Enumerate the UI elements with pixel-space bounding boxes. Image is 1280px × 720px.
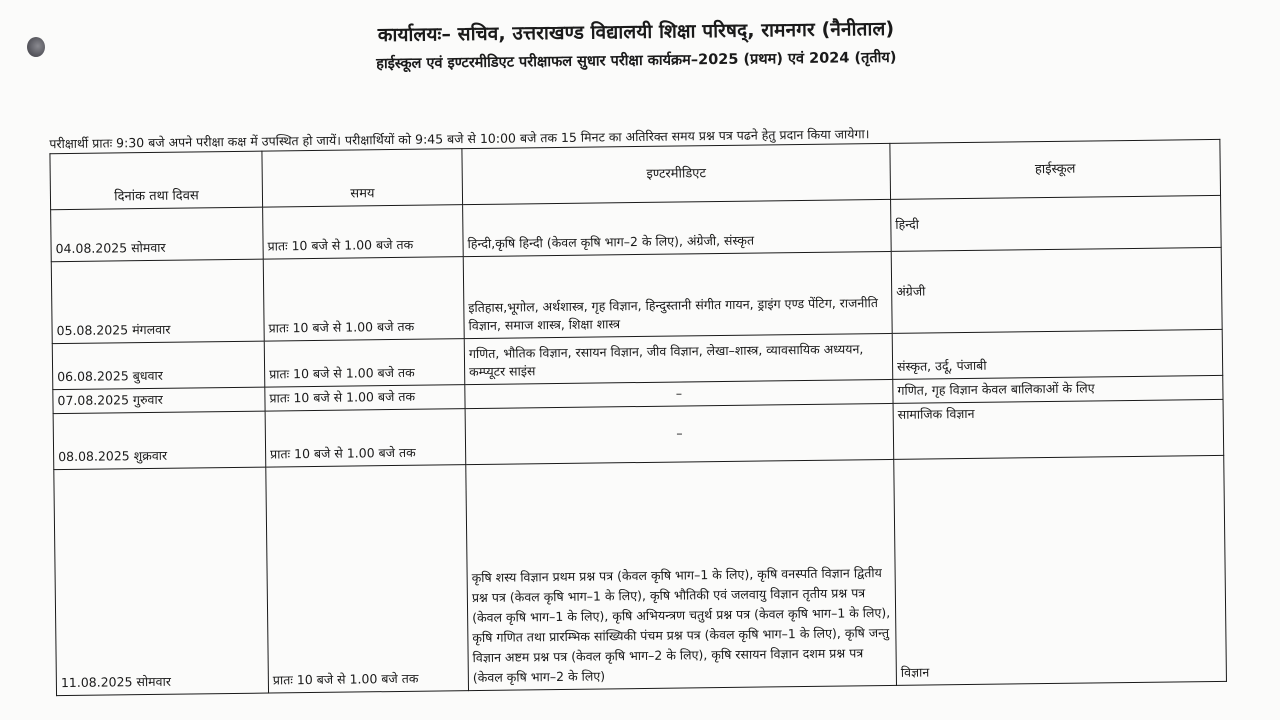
row-intermediate: गणित, भौतिक विज्ञान, रसायन विज्ञान, जीव विज्ञान, लेखा–शास्त्र, व्यावसायिक अध्ययन, कम्प्यूटर साइंस xyxy=(464,333,893,384)
row-highschool: अंग्रेजी xyxy=(891,247,1222,333)
row-intermediate: – xyxy=(465,403,894,464)
row-intermediate: इतिहास,भूगोल, अर्थशास्त्र, गृह विज्ञान, हिन्दुस्तानी संगीत गायन, ड्राइंग एण्ड पेंटिग, राजनीति विज्ञान, समाज शास्त्र, शिक्षा शास्त्र xyxy=(463,251,892,338)
row-intermediate: हिन्दी,कृषि हिन्दी (केवल कृषि भाग–2 के लिए), अंग्रेजी, संस्कृत xyxy=(463,199,892,256)
header-date: दिनांक तथा दिवस xyxy=(50,151,263,210)
exam-schedule-table xyxy=(49,139,1227,696)
row-date: 06.08.2025 बुधवार xyxy=(52,341,265,390)
table-row xyxy=(54,455,1227,695)
row-date: 07.08.2025 गुरुवार xyxy=(53,387,265,414)
row-highschool: हिन्दी xyxy=(891,195,1222,251)
row-date: 11.08.2025 सोमवार xyxy=(54,467,269,696)
exam-programme-subtitle: हाईस्कूल एवं इण्टरमीडिएट परीक्षाफल सुधार परीक्षा कार्यक्रम–2025 (प्रथम) एवं 2024 (तृतीय) xyxy=(376,49,897,73)
row-date: 05.08.2025 मंगलवार xyxy=(51,259,264,344)
row-time: प्रातः 10 बजे से 1.00 बजे तक xyxy=(265,385,465,411)
office-title: कार्यालयः– सचिव, उत्तराखण्ड विद्यालयी शिक्षा परिषद्, रामनगर (नैनीताल) xyxy=(377,17,895,47)
row-time: प्रातः 10 बजे से 1.00 बजे तक xyxy=(265,409,466,467)
row-time: प्रातः 10 बजे से 1.00 बजे तक xyxy=(263,205,464,259)
row-highschool: विज्ञान xyxy=(894,455,1227,685)
header-highschool: हाईस्कूल xyxy=(890,139,1221,199)
reporting-time-note: परीक्षार्थी प्रातः 9:30 बजे अपने परीक्षा कक्ष में उपस्थित हो जायें। परीक्षार्थियों को 9:45 बजे से 10:00 बजे तक 15 मिनट का अतिरिक्त समय प्रश्न पत्र पढने हेतु प्रदान किया जायेगा। xyxy=(49,126,870,152)
row-highschool: सामाजिक विज्ञान xyxy=(893,399,1224,459)
row-date: 04.08.2025 सोमवार xyxy=(51,207,264,262)
row-date: 08.08.2025 शुक्रवार xyxy=(53,411,266,470)
row-time: प्रातः 10 बजे से 1.00 बजे तक xyxy=(266,465,469,693)
row-time: प्रातः 10 बजे से 1.00 बजे तक xyxy=(263,257,464,341)
table-row xyxy=(51,247,1222,343)
header-intermediate: इण्टरमीडिएट xyxy=(462,143,891,204)
row-intermediate: – xyxy=(465,379,893,408)
row-highschool: संस्कृत, उर्दू, पंजाबी xyxy=(892,329,1223,379)
header-time: समय xyxy=(262,149,463,207)
row-time: प्रातः 10 बजे से 1.00 बजे तक xyxy=(264,339,465,387)
row-highschool: गणित, गृह विज्ञान केवल बालिकाओं के लिए xyxy=(893,375,1223,403)
row-intermediate: कृषि शस्य विज्ञान प्रथम प्रश्न पत्र (केवल कृषि भाग–1 के लिए), कृषि वनस्पति विज्ञान द्वितीय प्रश्न पत्र (केवल कृषि भाग–1 के लिए), कृषि भौतिकी एवं जलवायु विज्ञान तृतीय प्रश्न पत्र (केवल कृषि भाग–1 के लिए), कृषि अभियन्त्रण चतुर्थ प्रश्न पत्र (केवल कृषि भाग–1 के लिए), कृषि गणित तथा प्रारम्भिक सांख्यिकी पंचम प्रश्न पत्र (केवल कृषि भाग–1 के लिए), कृषि जन्तु विज्ञान अष्टम प्रश्न पत्र (केवल कृषि भाग–2 के लिए), कृषि रसायन विज्ञान दशम प्रश्न पत्र (केवल कृषि भाग–2 के लिए) xyxy=(466,459,897,690)
